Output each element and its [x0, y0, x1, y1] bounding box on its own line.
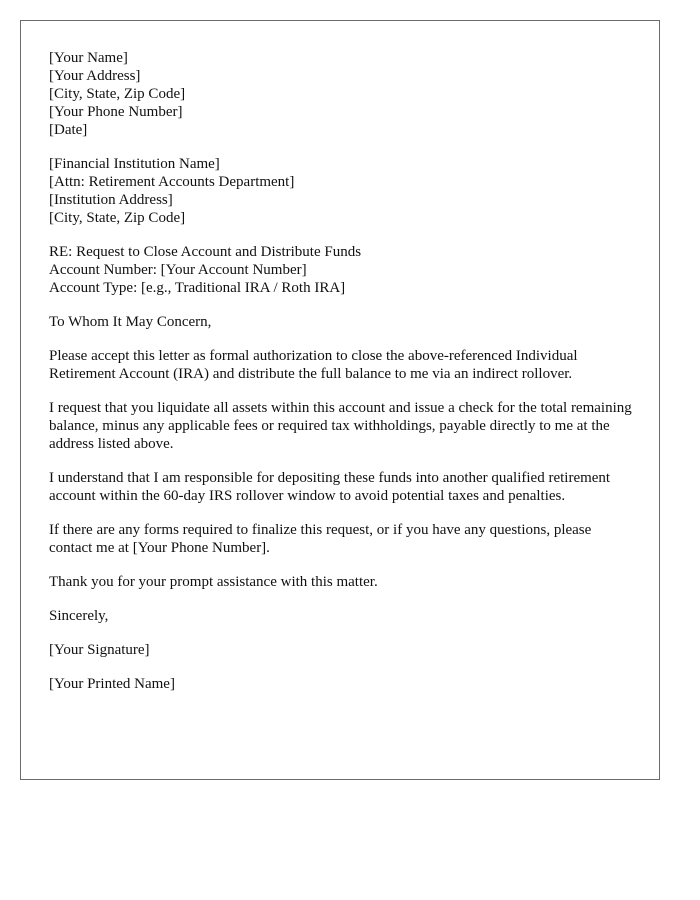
sender-phone: [Your Phone Number] [49, 104, 183, 120]
signature-placeholder: [Your Signature] [49, 642, 150, 658]
recipient-attn: [Attn: Retirement Accounts Department] [49, 174, 295, 190]
re-subject: RE: Request to Close Account and Distribute Funds [49, 244, 362, 260]
sender-block [49, 49, 633, 139]
re-account-type: Account Type: [e.g., Traditional IRA / Roth IRA] [49, 280, 346, 296]
letter-content [49, 49, 633, 709]
letter-page [20, 20, 660, 780]
recipient-city-state-zip: [City, State, Zip Code] [49, 210, 186, 226]
printed-name-placeholder: [Your Printed Name] [49, 676, 175, 692]
letter-date: [Date] [49, 122, 88, 138]
valediction: Sincerely, [49, 608, 109, 624]
body-paragraph-5: Thank you for your prompt assistance with this matter. [49, 574, 378, 590]
recipient-address: [Institution Address] [49, 192, 173, 208]
re-account-number: Account Number: [Your Account Number] [49, 262, 307, 278]
body-paragraph-3: I understand that I am responsible for depositing these funds into another qualified retirement account within the 60-day IRS rollover window to avoid potential taxes and penalties. [49, 470, 611, 504]
sender-name: [Your Name] [49, 50, 128, 66]
salutation: To Whom It May Concern, [49, 314, 212, 330]
recipient-block [49, 155, 633, 227]
re-block [49, 243, 633, 297]
body-paragraph-4: If there are any forms required to finalize this request, or if you have any questions, please contact me at [Your Phone Number]. [49, 522, 592, 556]
sender-address: [Your Address] [49, 68, 141, 84]
recipient-institution: [Financial Institution Name] [49, 156, 220, 172]
body-paragraph-2: I request that you liquidate all assets within this account and issue a check for the total remaining balance, minus any applicable fees or required tax withholdings, payable directly to me at the address listed above. [49, 400, 632, 452]
body-paragraph-1: Please accept this letter as formal authorization to close the above-referenced Individual Retirement Account (IRA) and distribute the full balance to me via an indirect rollover. [49, 348, 578, 382]
sender-city-state-zip: [City, State, Zip Code] [49, 86, 186, 102]
